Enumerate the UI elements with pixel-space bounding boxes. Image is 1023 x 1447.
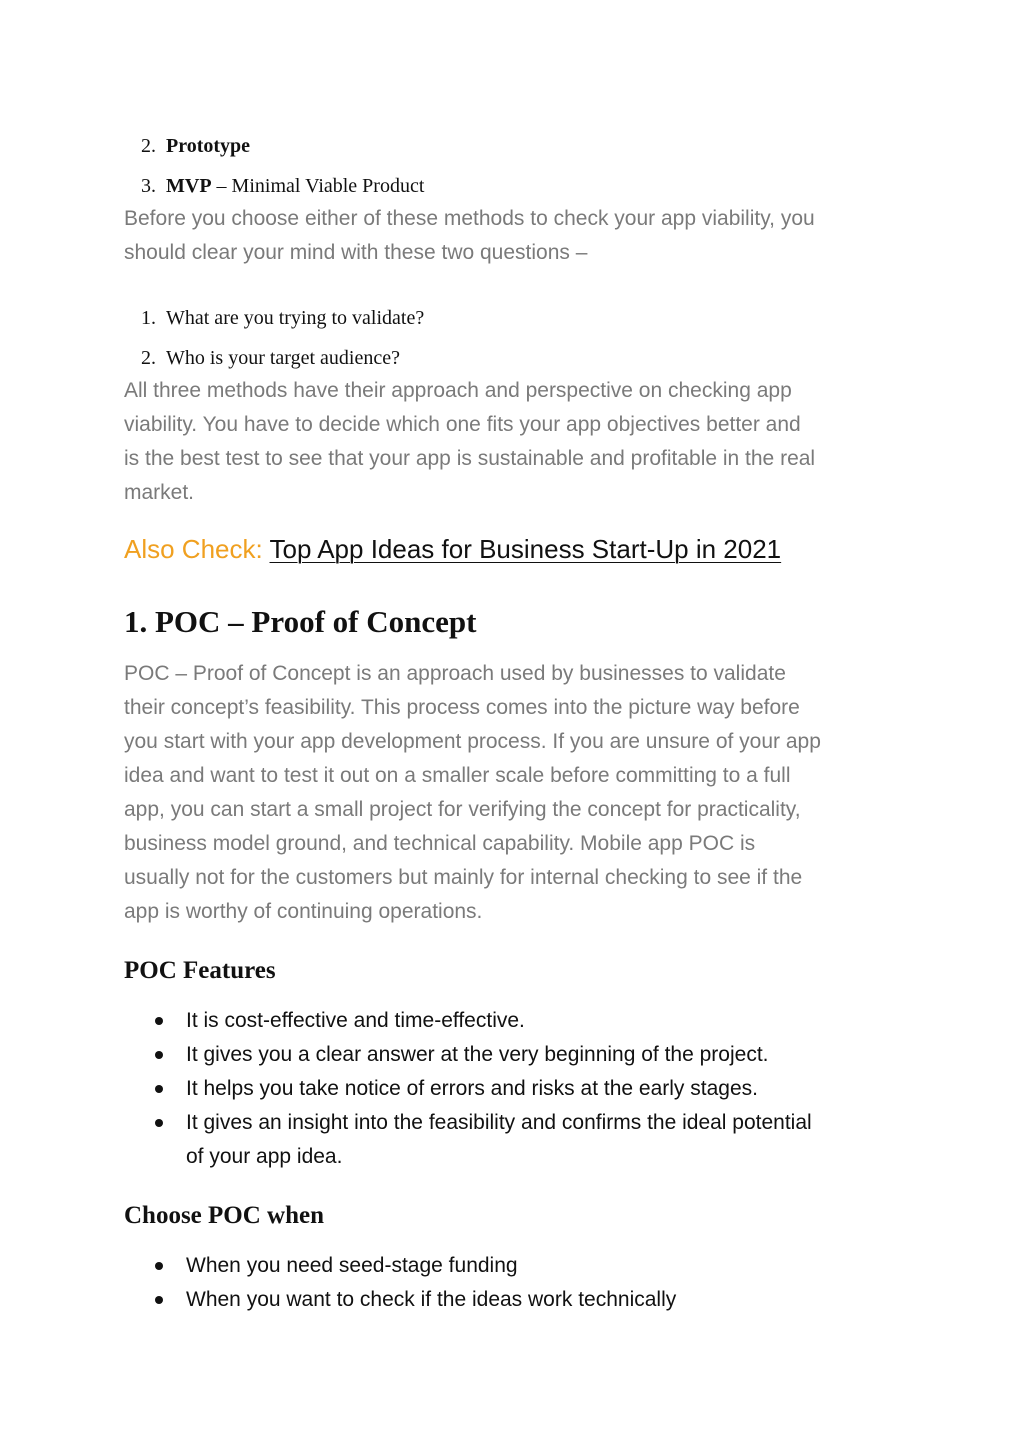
features-heading: POC Features (124, 957, 276, 984)
poc-paragraph (124, 657, 914, 929)
paragraph-line: app, you can start a small project for verifying the concept for practicality, (124, 798, 801, 821)
list-number: 3. (141, 175, 156, 197)
paragraph-line: app is worthy of continuing operations. (124, 900, 483, 923)
list-item: When you need seed-stage funding (155, 1249, 915, 1283)
paragraph-line: their concept’s feasibility. This process comes into the picture way before (124, 696, 800, 719)
list-item: It is cost-effective and time-effective. (155, 1004, 915, 1038)
list-item: It helps you take notice of errors and risks at the early stages. (155, 1072, 915, 1106)
paragraph-line: you start with your app development process. If you are unsure of your app (124, 730, 821, 753)
list-item-bold: Prototype (166, 135, 251, 157)
paragraph-line: POC – Proof of Concept is an approach used by businesses to validate (124, 662, 786, 685)
list-item-text: – Minimal Viable Product (211, 175, 425, 197)
question-item (134, 306, 834, 330)
list-item-mvp (134, 174, 834, 198)
paragraph-line: All three methods have their approach and perspective on checking app (124, 379, 792, 402)
question-text: What are you trying to validate? (166, 307, 425, 329)
question-text: Who is your target audience? (166, 347, 400, 369)
question-item (134, 346, 834, 370)
intro-paragraph (124, 202, 914, 270)
choose-list (155, 1249, 915, 1317)
list-item: It gives you a clear answer at the very beginning of the project. (155, 1038, 915, 1072)
paragraph-line: business model ground, and technical capability. Mobile app POC is (124, 832, 756, 855)
list-item-bold: MVP (166, 175, 212, 197)
list-number: 2. (141, 347, 156, 369)
bullet-icon (155, 1017, 163, 1025)
section-heading: 1. POC – Proof of Concept (124, 604, 477, 639)
list-item: When you want to check if the ideas work technically (155, 1283, 915, 1317)
features-list (155, 1004, 915, 1174)
methods-paragraph (124, 374, 914, 510)
list-number: 2. (141, 135, 156, 157)
list-item: It gives an insight into the feasibility and confirms the ideal potential of your app idea. (155, 1106, 915, 1174)
bullet-icon (155, 1296, 163, 1304)
also-check-label: Also Check: (124, 534, 263, 564)
list-item-prototype (134, 134, 834, 158)
paragraph-line: idea and want to test it out on a smaller scale before committing to a full (124, 764, 791, 787)
paragraph-line: viability. You have to decide which one fits your app objectives better and (124, 413, 801, 436)
choose-heading: Choose POC when (124, 1202, 325, 1229)
also-check (124, 533, 781, 565)
list-number: 1. (141, 307, 156, 329)
bullet-icon (155, 1119, 163, 1127)
bullet-icon (155, 1085, 163, 1093)
paragraph-line: Before you choose either of these methods to check your app viability, you (124, 207, 815, 230)
paragraph-line: usually not for the customers but mainly for internal checking to see if the (124, 866, 803, 889)
bullet-icon (155, 1262, 163, 1270)
paragraph-line: should clear your mind with these two questions – (124, 241, 588, 264)
paragraph-line: market. (124, 481, 195, 504)
paragraph-line: is the best test to see that your app is sustainable and profitable in the real (124, 447, 816, 470)
also-check-link[interactable]: Top App Ideas for Business Start-Up in 2021 (269, 534, 782, 564)
bullet-icon (155, 1051, 163, 1059)
